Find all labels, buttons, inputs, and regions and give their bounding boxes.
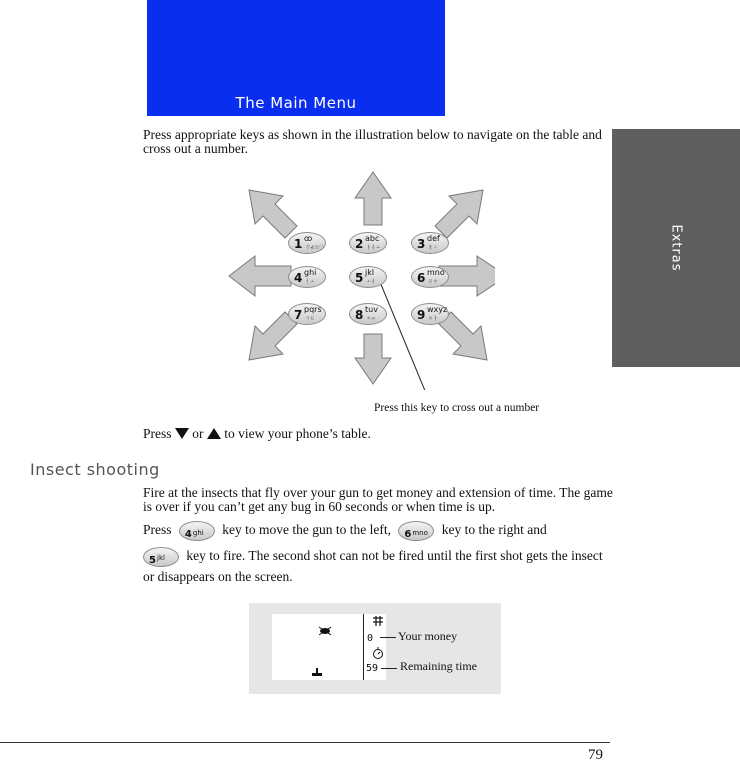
keypad-key-3: 3 def ㅐㅅ	[411, 232, 449, 254]
view-table-or: or	[192, 426, 204, 441]
up-triangle-icon	[207, 428, 221, 439]
down-triangle-icon	[175, 428, 189, 439]
insect-paragraph: Fire at the insects that fly over your gun to get money and extension of time. The game is over if you can’t get any bug in 60 seconds or when time is up.	[143, 485, 613, 514]
keypad-key-6: 6 mno ㅍㅎ	[411, 266, 449, 288]
main-menu-banner	[147, 0, 445, 116]
callout-text: Press this key to cross out a number	[374, 402, 540, 414]
money-callout-line	[380, 637, 396, 638]
intro-paragraph: Press appropriate keys as shown in the illustration below to navigate on the table and cross out a number.	[143, 127, 602, 156]
page-number: 79	[588, 747, 603, 763]
key-6-inline: 6 mno	[398, 521, 434, 541]
view-table-rest: to view your phone’s table.	[224, 426, 371, 441]
time-callout-line	[381, 668, 397, 669]
keypad-key-8: 8 tuv ㅊㅆ	[349, 303, 387, 325]
keypad-key-1: 1 ꝏ ゔ⊀ㅍ㊀	[288, 232, 326, 254]
keypad-key-7: 7 pqrs ㅋㅌ	[288, 303, 326, 325]
money-value: 0	[367, 633, 374, 644]
view-table-press: Press	[143, 426, 172, 441]
key-4-inline: 4 ghi	[179, 521, 215, 541]
arrow-left-icon	[229, 256, 291, 296]
arrow-up-icon	[355, 172, 391, 225]
gun-icon	[311, 668, 323, 677]
view-table-line	[143, 427, 371, 441]
keypad-key-4: 4 ghi ㅓㅗ	[288, 266, 326, 288]
timer-icon	[372, 647, 384, 659]
arrow-up-left-icon	[249, 190, 297, 238]
controls-left-text: key to move the gun to the left,	[222, 522, 391, 537]
keypad-key-9: 9 wxyz ㅎㅑ	[411, 303, 449, 325]
main-menu-title: The Main Menu	[235, 94, 357, 112]
insect-icon	[318, 626, 332, 636]
arrow-down-icon	[355, 334, 391, 384]
callout-line	[375, 270, 428, 390]
controls-press: Press	[143, 522, 172, 537]
controls-fire-text: key to fire. The second shot can not be fired until the first shot gets the insect or disappears on the screen.	[143, 548, 603, 584]
section-side-tab	[612, 129, 740, 367]
footer-rule	[0, 742, 610, 743]
controls-line-1	[143, 520, 613, 541]
keypad-key-2: 2 abc ㅑㅕㅗ	[349, 232, 387, 254]
keypad-key-5: 5 jkl ㅗㅕ	[349, 266, 387, 288]
arrow-up-right-icon	[435, 190, 483, 238]
section-title: Insect shooting	[30, 460, 160, 479]
key-5-inline: 5 jkl	[143, 547, 179, 567]
time-label: Remaining time	[400, 659, 477, 673]
controls-line-2	[143, 546, 613, 586]
controls-right-text: key to the right and	[441, 522, 547, 537]
money-label: Your money	[398, 629, 458, 643]
money-icon	[372, 615, 384, 627]
side-tab-label: Extras	[668, 224, 684, 272]
game-divider	[363, 614, 364, 680]
time-value: 59	[366, 663, 379, 674]
